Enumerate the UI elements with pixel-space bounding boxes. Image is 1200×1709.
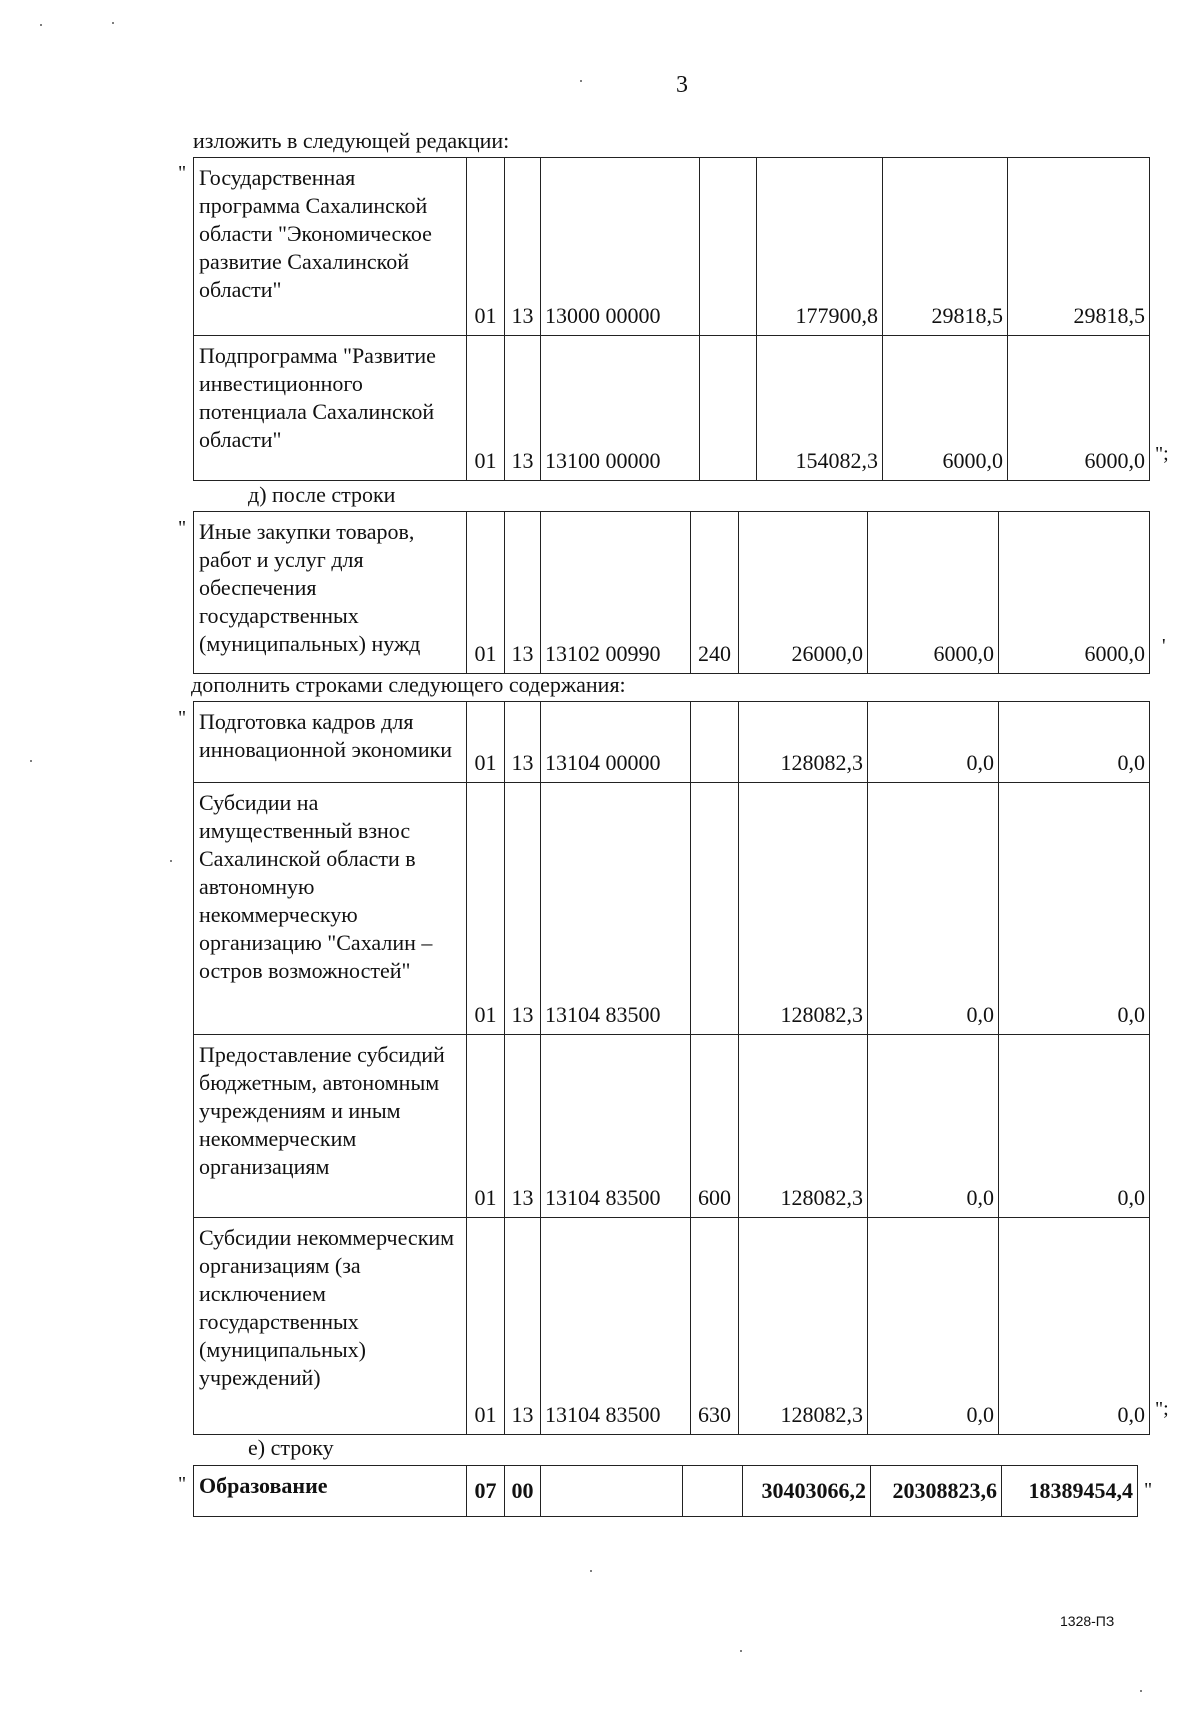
amount-col-1: 30403066,2 [743, 1466, 871, 1517]
amount-col-1: 177900,8 [757, 158, 883, 336]
subsection-code: 13 [505, 702, 541, 783]
amount-col-3: 18389454,4 [1002, 1466, 1138, 1517]
expense-type-code [691, 702, 739, 783]
expense-type-code [683, 1466, 743, 1517]
target-article-code: 13000 00000 [541, 158, 700, 336]
row-name: Государственная программа Сахалинской области "Экономическое развитие Сахалинской области" [194, 158, 467, 336]
target-article-code: 13102 00990 [541, 512, 691, 674]
stray-mark: ' [1162, 635, 1166, 657]
document-code: 1328-ПЗ [1060, 1613, 1115, 1629]
target-article-code: 13104 83500 [541, 1034, 691, 1217]
amount-col-1: 128082,3 [739, 702, 868, 783]
subsection-code: 13 [505, 512, 541, 674]
amount-col-2: 0,0 [868, 783, 999, 1034]
row-name: Субсидии некоммерческим организациям (за исключением государственных (муниципальных) учреждений) [194, 1217, 467, 1434]
expense-type-code: 240 [691, 512, 739, 674]
close-quote: "; [1155, 443, 1169, 465]
intro-text-edit: изложить в следующей редакции: [193, 128, 510, 153]
section-code: 01 [467, 702, 505, 783]
intro-text-after-row: д) после строки [248, 482, 396, 507]
subsection-code: 13 [505, 1217, 541, 1434]
expense-type-code: 630 [691, 1217, 739, 1434]
table-row [194, 158, 1150, 336]
row-name: Иные закупки товаров, работ и услуг для обеспечения государственных (муниципальных) нужд [194, 512, 467, 674]
amount-col-3: 0,0 [999, 1034, 1150, 1217]
amount-col-3: 6000,0 [999, 512, 1150, 674]
target-article-code [541, 1466, 683, 1517]
row-name: Подготовка кадров для инновационной экономики [194, 702, 467, 783]
amount-col-1: 26000,0 [739, 512, 868, 674]
budget-table-3 [193, 701, 1150, 1435]
open-quote: " [178, 162, 187, 184]
subsection-code: 13 [505, 158, 541, 336]
row-name: Подпрограмма "Развитие инвестиционного потенциала Сахалинской области" [194, 336, 467, 481]
subsection-code: 13 [505, 783, 541, 1034]
row-name: Образование [194, 1466, 467, 1517]
budget-table-2 [193, 511, 1150, 674]
amount-col-3: 0,0 [999, 702, 1150, 783]
amount-col-3: 6000,0 [1008, 336, 1150, 481]
amount-col-2: 20308823,6 [871, 1466, 1002, 1517]
section-code: 01 [467, 512, 505, 674]
row-name: Субсидии на имущественный взнос Сахалинской области в автономную некоммерческую организацию "Сахалин – остров возможностей" [194, 783, 467, 1034]
close-quote: " [1144, 1479, 1153, 1501]
expense-type-code [700, 336, 757, 481]
subsection-code: 13 [505, 1034, 541, 1217]
amount-col-3: 29818,5 [1008, 158, 1150, 336]
row-name: Предоставление субсидий бюджетным, автономным учреждениям и иным некоммерческим организациям [194, 1034, 467, 1217]
amount-col-2: 0,0 [868, 702, 999, 783]
amount-col-2: 29818,5 [883, 158, 1008, 336]
subsection-code: 00 [505, 1466, 541, 1517]
table-row [194, 336, 1150, 481]
amount-col-1: 154082,3 [757, 336, 883, 481]
expense-type-code [700, 158, 757, 336]
amount-col-2: 6000,0 [868, 512, 999, 674]
budget-table-4 [193, 1465, 1138, 1517]
section-code: 07 [467, 1466, 505, 1517]
target-article-code: 13104 00000 [541, 702, 691, 783]
intro-text-add-rows: дополнить строками следующего содержания: [191, 672, 626, 697]
amount-col-1: 128082,3 [739, 783, 868, 1034]
table-row [194, 783, 1150, 1034]
table-row [194, 702, 1150, 783]
target-article-code: 13104 83500 [541, 783, 691, 1034]
amount-col-3: 0,0 [999, 783, 1150, 1034]
amount-col-3: 0,0 [999, 1217, 1150, 1434]
intro-text-row: е) строку [248, 1435, 334, 1460]
subsection-code: 13 [505, 336, 541, 481]
section-code: 01 [467, 1034, 505, 1217]
section-code: 01 [467, 783, 505, 1034]
close-quote: "; [1155, 1398, 1169, 1420]
table-row [194, 1034, 1150, 1217]
target-article-code: 13104 83500 [541, 1217, 691, 1434]
amount-col-2: 6000,0 [883, 336, 1008, 481]
page-number: 3 [676, 72, 688, 98]
amount-col-2: 0,0 [868, 1034, 999, 1217]
section-code: 01 [467, 1217, 505, 1434]
open-quote: " [178, 1473, 187, 1495]
expense-type-code [691, 783, 739, 1034]
budget-table-1 [193, 157, 1150, 481]
table-row [194, 1466, 1138, 1517]
section-code: 01 [467, 336, 505, 481]
target-article-code: 13100 00000 [541, 336, 700, 481]
amount-col-1: 128082,3 [739, 1034, 868, 1217]
table-row [194, 1217, 1150, 1434]
amount-col-1: 128082,3 [739, 1217, 868, 1434]
open-quote: " [178, 517, 187, 539]
open-quote: " [178, 707, 187, 729]
amount-col-2: 0,0 [868, 1217, 999, 1434]
table-row [194, 512, 1150, 674]
section-code: 01 [467, 158, 505, 336]
expense-type-code: 600 [691, 1034, 739, 1217]
